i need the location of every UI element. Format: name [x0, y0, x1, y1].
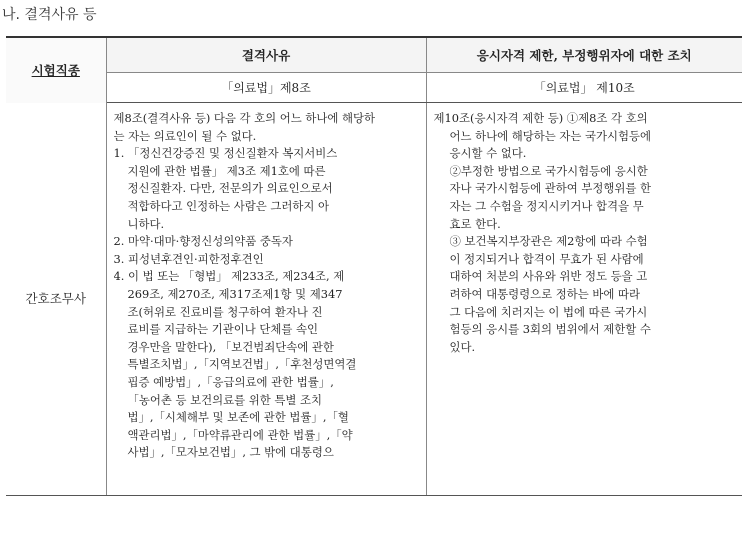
- text-line: 그 다음에 치러지는 이 법에 따른 국가시: [449, 304, 648, 319]
- text-line: 1. 「정신건강증진 및 정신질환자 복지서비스: [113, 146, 338, 161]
- text-line: ②부정한 방법으로 국가시험등에 응시한: [449, 163, 648, 178]
- text-line: 조(허위로 진료비를 청구하여 환자나 진: [127, 304, 323, 319]
- article-8-cell: [106, 103, 426, 496]
- text-line: 정신질환자. 다만, 전문의가 의료인으로서: [127, 181, 333, 196]
- section-title: 나. 결격사유 등: [2, 7, 97, 23]
- text-line: 핍증 예방법」,「응급의료에 관한 법률」,: [127, 374, 334, 389]
- text-line: 경우만을 말한다), 「보건범죄단속에 관한: [127, 339, 334, 354]
- text-line: 액관리법」,「마약류관리에 관한 법률」,「약: [127, 427, 353, 442]
- text-line: 는 자는 의료인이 될 수 없다.: [113, 128, 257, 143]
- text-line: 지원에 관한 법률」 제3조 제1호에 따른: [127, 163, 326, 178]
- text-line: 269조, 제270조, 제317조제1항 및 제347: [127, 286, 343, 301]
- header-restriction: 응시자격 제한, 부정행위자에 대한 조치: [426, 37, 742, 73]
- text-line: 려하여 대통령령으로 정하는 바에 따라: [449, 286, 641, 301]
- text-line: 료비를 지급하는 기관이나 단체를 속인: [127, 322, 319, 337]
- row-exam-type: 간호조무사: [6, 103, 106, 496]
- article-10-text: [427, 103, 743, 356]
- text-line: 대하여 처분의 사유와 위반 정도 등을 고: [449, 269, 648, 284]
- text-line: 험등의 응시를 3회의 범위에서 제한할 수: [449, 322, 651, 337]
- text-line: 응시할 수 없다.: [449, 146, 527, 161]
- text-line: 제10조(응시자격 제한 등) ①제8조 각 호의: [433, 111, 648, 125]
- text-line: 있다.: [449, 339, 476, 354]
- text-line: 3. 피성년후견인·피한정후견인: [113, 251, 264, 266]
- text-line: 니하다.: [127, 216, 165, 231]
- text-line: 자는 그 수험을 정지시키거나 합격을 무: [449, 198, 644, 213]
- text-line: 사법」,「모자보건법」, 그 밖에 대통령으: [127, 445, 334, 460]
- text-line: 어느 하나에 해당하는 자는 국가시험등에: [449, 128, 652, 143]
- header-exam-type: [6, 37, 106, 103]
- article-8-text: [107, 103, 426, 462]
- article-10-cell: [426, 103, 742, 496]
- text-line: 「농어촌 등 보건의료를 위한 특별 조치: [127, 392, 323, 407]
- subheader-article-8: 「의료법」제8조: [106, 73, 426, 103]
- text-line: 제8조(결격사유 등) 다음 각 호의 어느 하나에 해당하: [113, 111, 376, 125]
- text-line: 적합하다고 인정하는 사람은 그러하지 아: [127, 198, 330, 213]
- header-exam-type-label: 시험직종: [31, 63, 80, 79]
- text-line: 이 정지되거나 합격이 무효가 된 사람에: [449, 251, 644, 266]
- subheader-article-10: 「의료법」 제10조: [426, 73, 742, 103]
- text-line: 4. 이 법 또는 「형법」 제233조, 제234조, 제: [113, 269, 345, 284]
- eligibility-table: [6, 36, 742, 496]
- text-line: 자나 국가시험등에 관하여 부정행위를 한: [449, 181, 652, 196]
- text-line: 2. 마약·대마·향정신성의약품 중독자: [113, 234, 293, 249]
- text-line: ③ 보건복지부장관은 제2항에 따라 수험: [449, 234, 648, 249]
- header-disqualification: 결격사유: [106, 37, 426, 73]
- text-line: 효로 한다.: [449, 216, 501, 231]
- text-line: 특별조치법」,「지역보건법」,「후천성면역결: [127, 357, 357, 372]
- text-line: 법」,「시체해부 및 보존에 관한 법률」,「혈: [127, 410, 349, 425]
